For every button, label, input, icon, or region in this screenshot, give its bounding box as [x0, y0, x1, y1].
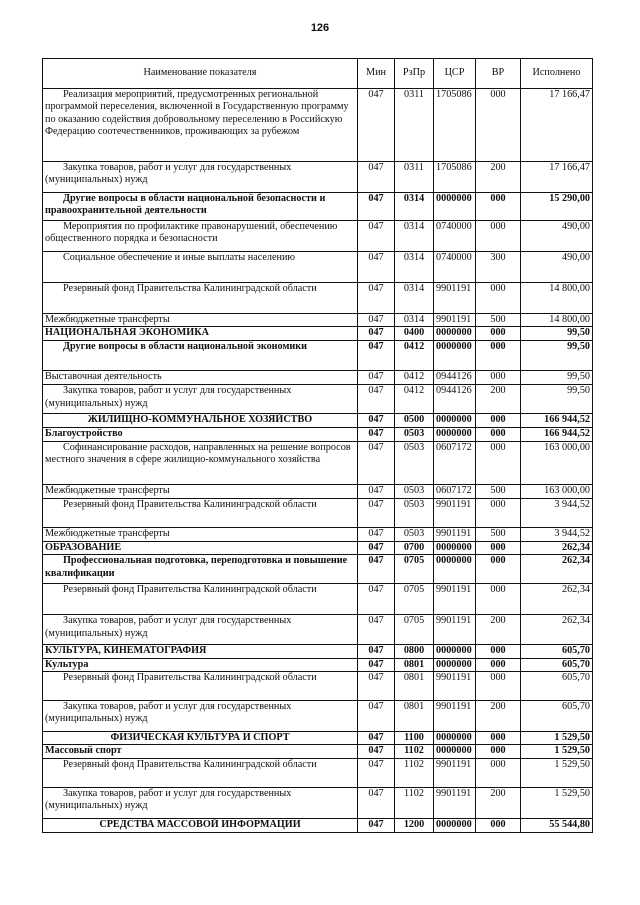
cell-min: 047: [358, 758, 395, 787]
cell-vr: 000: [476, 672, 521, 701]
cell-name: Закупка товаров, работ и услуг для государственных (муниципальных) нужд: [43, 787, 358, 818]
cell-value: 262,34: [521, 615, 593, 645]
table-row: [43, 732, 593, 745]
cell-min: 047: [358, 498, 395, 527]
table-row: [43, 541, 593, 554]
cell-csr: 0000000: [434, 818, 476, 832]
header-min: Мин: [358, 59, 395, 89]
cell-min: 047: [358, 701, 395, 732]
cell-min: 047: [358, 252, 395, 283]
table-body: [43, 89, 593, 833]
cell-name: Резервный фонд Правительства Калининградской области: [43, 672, 358, 701]
cell-name: Закупка товаров, работ и услуг для государственных (муниципальных) нужд: [43, 385, 358, 414]
cell-csr: 0000000: [434, 732, 476, 745]
cell-rzpr: 0503: [395, 428, 434, 441]
cell-rzpr: 0412: [395, 371, 434, 385]
cell-min: 047: [358, 221, 395, 252]
cell-vr: 000: [476, 745, 521, 758]
table-row: [43, 414, 593, 428]
cell-rzpr: 1102: [395, 758, 434, 787]
cell-rzpr: 0800: [395, 645, 434, 658]
cell-csr: 9901191: [434, 498, 476, 527]
cell-csr: 9901191: [434, 758, 476, 787]
cell-vr: 000: [476, 584, 521, 615]
cell-name: Другие вопросы в области национальной экономики: [43, 341, 358, 371]
cell-vr: 000: [476, 428, 521, 441]
cell-rzpr: 0311: [395, 162, 434, 193]
cell-value: 99,50: [521, 327, 593, 341]
cell-min: 047: [358, 89, 395, 162]
cell-rzpr: 0314: [395, 314, 434, 327]
cell-csr: 0000000: [434, 428, 476, 441]
cell-csr: 1705086: [434, 162, 476, 193]
cell-min: 047: [358, 341, 395, 371]
cell-value: 605,70: [521, 701, 593, 732]
cell-vr: 000: [476, 555, 521, 584]
table-row: [43, 584, 593, 615]
header-name: Наименование показателя: [43, 59, 358, 89]
table-row: [43, 385, 593, 414]
cell-csr: 9901191: [434, 584, 476, 615]
cell-vr: 000: [476, 89, 521, 162]
cell-vr: 000: [476, 645, 521, 658]
cell-value: 3 944,52: [521, 527, 593, 541]
table-row: [43, 645, 593, 658]
cell-name: Закупка товаров, работ и услуг для государственных (муниципальных) нужд: [43, 701, 358, 732]
cell-rzpr: 0314: [395, 193, 434, 221]
cell-csr: 0740000: [434, 252, 476, 283]
table-row: [43, 441, 593, 484]
table-row: [43, 787, 593, 818]
cell-name: Резервный фонд Правительства Калининградской области: [43, 498, 358, 527]
cell-vr: 300: [476, 252, 521, 283]
page-number: 126: [310, 22, 330, 34]
cell-name: Резервный фонд Правительства Калининградской области: [43, 283, 358, 314]
cell-value: 99,50: [521, 371, 593, 385]
cell-value: 490,00: [521, 221, 593, 252]
cell-csr: 0000000: [434, 658, 476, 671]
cell-min: 047: [358, 818, 395, 832]
cell-value: 1 529,50: [521, 787, 593, 818]
cell-value: 490,00: [521, 252, 593, 283]
cell-csr: 9901191: [434, 527, 476, 541]
table-row: [43, 371, 593, 385]
cell-csr: 0607172: [434, 484, 476, 498]
cell-csr: 9901191: [434, 672, 476, 701]
cell-min: 047: [358, 658, 395, 671]
cell-vr: 000: [476, 341, 521, 371]
cell-min: 047: [358, 615, 395, 645]
cell-csr: 0740000: [434, 221, 476, 252]
cell-rzpr: 1102: [395, 787, 434, 818]
cell-csr: 9901191: [434, 615, 476, 645]
table-row: [43, 327, 593, 341]
cell-value: 262,34: [521, 541, 593, 554]
cell-name: Культура: [43, 658, 358, 671]
cell-min: 047: [358, 584, 395, 615]
cell-vr: 000: [476, 371, 521, 385]
cell-value: 605,70: [521, 658, 593, 671]
cell-vr: 000: [476, 541, 521, 554]
cell-rzpr: 1200: [395, 818, 434, 832]
cell-value: 55 544,80: [521, 818, 593, 832]
cell-csr: 9901191: [434, 787, 476, 818]
cell-value: 262,34: [521, 555, 593, 584]
cell-value: 17 166,47: [521, 162, 593, 193]
cell-csr: 0000000: [434, 645, 476, 658]
cell-vr: 500: [476, 527, 521, 541]
table-row: [43, 701, 593, 732]
cell-rzpr: 0503: [395, 441, 434, 484]
cell-csr: 0000000: [434, 555, 476, 584]
cell-rzpr: 1102: [395, 745, 434, 758]
cell-rzpr: 0705: [395, 584, 434, 615]
table-row: [43, 252, 593, 283]
cell-min: 047: [358, 672, 395, 701]
table-row: [43, 527, 593, 541]
cell-value: 166 944,52: [521, 428, 593, 441]
cell-min: 047: [358, 441, 395, 484]
table-row: [43, 341, 593, 371]
cell-min: 047: [358, 193, 395, 221]
cell-csr: 0000000: [434, 193, 476, 221]
cell-value: 15 290,00: [521, 193, 593, 221]
cell-vr: 000: [476, 221, 521, 252]
cell-name: СРЕДСТВА МАССОВОЙ ИНФОРМАЦИИ: [43, 818, 358, 832]
cell-value: 99,50: [521, 385, 593, 414]
cell-rzpr: 0503: [395, 484, 434, 498]
cell-csr: 0000000: [434, 541, 476, 554]
table-row: [43, 672, 593, 701]
cell-vr: 000: [476, 758, 521, 787]
cell-min: 047: [358, 732, 395, 745]
table-row: [43, 658, 593, 671]
cell-min: 047: [358, 414, 395, 428]
cell-rzpr: 0400: [395, 327, 434, 341]
cell-min: 047: [358, 787, 395, 818]
cell-value: 17 166,47: [521, 89, 593, 162]
cell-min: 047: [358, 327, 395, 341]
table-row: [43, 314, 593, 327]
cell-name: Межбюджетные трансферты: [43, 484, 358, 498]
cell-csr: 9901191: [434, 701, 476, 732]
cell-rzpr: 1100: [395, 732, 434, 745]
cell-rzpr: 0314: [395, 283, 434, 314]
cell-vr: 000: [476, 818, 521, 832]
cell-rzpr: 0801: [395, 701, 434, 732]
cell-name: Массовый спорт: [43, 745, 358, 758]
cell-min: 047: [358, 314, 395, 327]
budget-table: [42, 58, 593, 833]
cell-name: Благоустройство: [43, 428, 358, 441]
cell-rzpr: 0311: [395, 89, 434, 162]
cell-min: 047: [358, 527, 395, 541]
cell-csr: 1705086: [434, 89, 476, 162]
table-row: [43, 818, 593, 832]
cell-value: 163 000,00: [521, 484, 593, 498]
table-row: [43, 758, 593, 787]
cell-rzpr: 0412: [395, 385, 434, 414]
cell-vr: 500: [476, 314, 521, 327]
cell-vr: 000: [476, 283, 521, 314]
cell-vr: 000: [476, 414, 521, 428]
cell-value: 14 800,00: [521, 314, 593, 327]
cell-csr: 0000000: [434, 414, 476, 428]
cell-name: Социальное обеспечение и иные выплаты населению: [43, 252, 358, 283]
cell-vr: 500: [476, 484, 521, 498]
cell-vr: 200: [476, 385, 521, 414]
header-rzpr: РзПр: [395, 59, 434, 89]
cell-rzpr: 0705: [395, 615, 434, 645]
cell-name: Закупка товаров, работ и услуг для государственных (муниципальных) нужд: [43, 162, 358, 193]
cell-value: 166 944,52: [521, 414, 593, 428]
cell-name: Выставочная деятельность: [43, 371, 358, 385]
header-vr: ВР: [476, 59, 521, 89]
cell-csr: 0000000: [434, 341, 476, 371]
cell-value: 163 000,00: [521, 441, 593, 484]
cell-min: 047: [358, 428, 395, 441]
table-row: [43, 221, 593, 252]
header-value: Исполнено: [521, 59, 593, 89]
cell-vr: 000: [476, 441, 521, 484]
cell-rzpr: 0801: [395, 672, 434, 701]
table-row: [43, 89, 593, 162]
cell-value: 99,50: [521, 341, 593, 371]
cell-vr: 200: [476, 615, 521, 645]
cell-csr: 0944126: [434, 385, 476, 414]
cell-vr: 200: [476, 787, 521, 818]
cell-rzpr: 0503: [395, 498, 434, 527]
table-row: [43, 498, 593, 527]
cell-vr: 200: [476, 701, 521, 732]
header-csr: ЦСР: [434, 59, 476, 89]
cell-name: ОБРАЗОВАНИЕ: [43, 541, 358, 554]
cell-rzpr: 0700: [395, 541, 434, 554]
cell-name: Межбюджетные трансферты: [43, 314, 358, 327]
cell-value: 262,34: [521, 584, 593, 615]
table-row: [43, 615, 593, 645]
cell-csr: 0000000: [434, 327, 476, 341]
cell-min: 047: [358, 745, 395, 758]
cell-name: КУЛЬТУРА, КИНЕМАТОГРАФИЯ: [43, 645, 358, 658]
cell-name: ФИЗИЧЕСКАЯ КУЛЬТУРА И СПОРТ: [43, 732, 358, 745]
cell-value: 1 529,50: [521, 745, 593, 758]
cell-min: 047: [358, 162, 395, 193]
cell-name: Межбюджетные трансферты: [43, 527, 358, 541]
cell-name: Резервный фонд Правительства Калининградской области: [43, 758, 358, 787]
cell-min: 047: [358, 283, 395, 314]
cell-min: 047: [358, 541, 395, 554]
cell-rzpr: 0801: [395, 658, 434, 671]
table-row: [43, 428, 593, 441]
cell-name: ЖИЛИЩНО-КОММУНАЛЬНОЕ ХОЗЯЙСТВО: [43, 414, 358, 428]
cell-value: 1 529,50: [521, 758, 593, 787]
cell-rzpr: 0503: [395, 527, 434, 541]
cell-min: 047: [358, 484, 395, 498]
cell-name: Реализация мероприятий, предусмотренных региональной программой переселения, включенной в Государственную программу по оказанию содействия добровольному переселению в Российскую Федерацию соотечественников, проживающих за рубежом: [43, 89, 358, 162]
cell-csr: 9901191: [434, 283, 476, 314]
cell-value: 605,70: [521, 672, 593, 701]
cell-min: 047: [358, 385, 395, 414]
cell-csr: 0607172: [434, 441, 476, 484]
cell-vr: 200: [476, 162, 521, 193]
cell-min: 047: [358, 645, 395, 658]
cell-vr: 000: [476, 732, 521, 745]
cell-min: 047: [358, 555, 395, 584]
table-row: [43, 745, 593, 758]
cell-rzpr: 0705: [395, 555, 434, 584]
cell-vr: 000: [476, 498, 521, 527]
cell-value: 1 529,50: [521, 732, 593, 745]
cell-name: Софинансирование расходов, направленных на решение вопросов местного значения в сфере жилищно-коммунального хозяйства: [43, 441, 358, 484]
cell-rzpr: 0500: [395, 414, 434, 428]
cell-name: Профессиональная подготовка, переподготовка и повышение квалификации: [43, 555, 358, 584]
cell-name: НАЦИОНАЛЬНАЯ ЭКОНОМИКА: [43, 327, 358, 341]
cell-csr: 9901191: [434, 314, 476, 327]
cell-name: Мероприятия по профилактике правонарушений, обеспечению общественного порядка и безопасности: [43, 221, 358, 252]
cell-rzpr: 0314: [395, 221, 434, 252]
cell-vr: 000: [476, 193, 521, 221]
cell-csr: 0000000: [434, 745, 476, 758]
cell-name: Другие вопросы в области национальной безопасности и правоохранительной деятельности: [43, 193, 358, 221]
cell-value: 605,70: [521, 645, 593, 658]
cell-value: 3 944,52: [521, 498, 593, 527]
cell-vr: 000: [476, 327, 521, 341]
table-row: [43, 555, 593, 584]
cell-rzpr: 0412: [395, 341, 434, 371]
cell-rzpr: 0314: [395, 252, 434, 283]
table-row: [43, 283, 593, 314]
table-row: [43, 484, 593, 498]
table-row: [43, 162, 593, 193]
cell-name: Резервный фонд Правительства Калининградской области: [43, 584, 358, 615]
table-header-row: [43, 59, 593, 89]
table-row: [43, 193, 593, 221]
cell-vr: 000: [476, 658, 521, 671]
cell-min: 047: [358, 371, 395, 385]
cell-csr: 0944126: [434, 371, 476, 385]
cell-value: 14 800,00: [521, 283, 593, 314]
cell-name: Закупка товаров, работ и услуг для государственных (муниципальных) нужд: [43, 615, 358, 645]
